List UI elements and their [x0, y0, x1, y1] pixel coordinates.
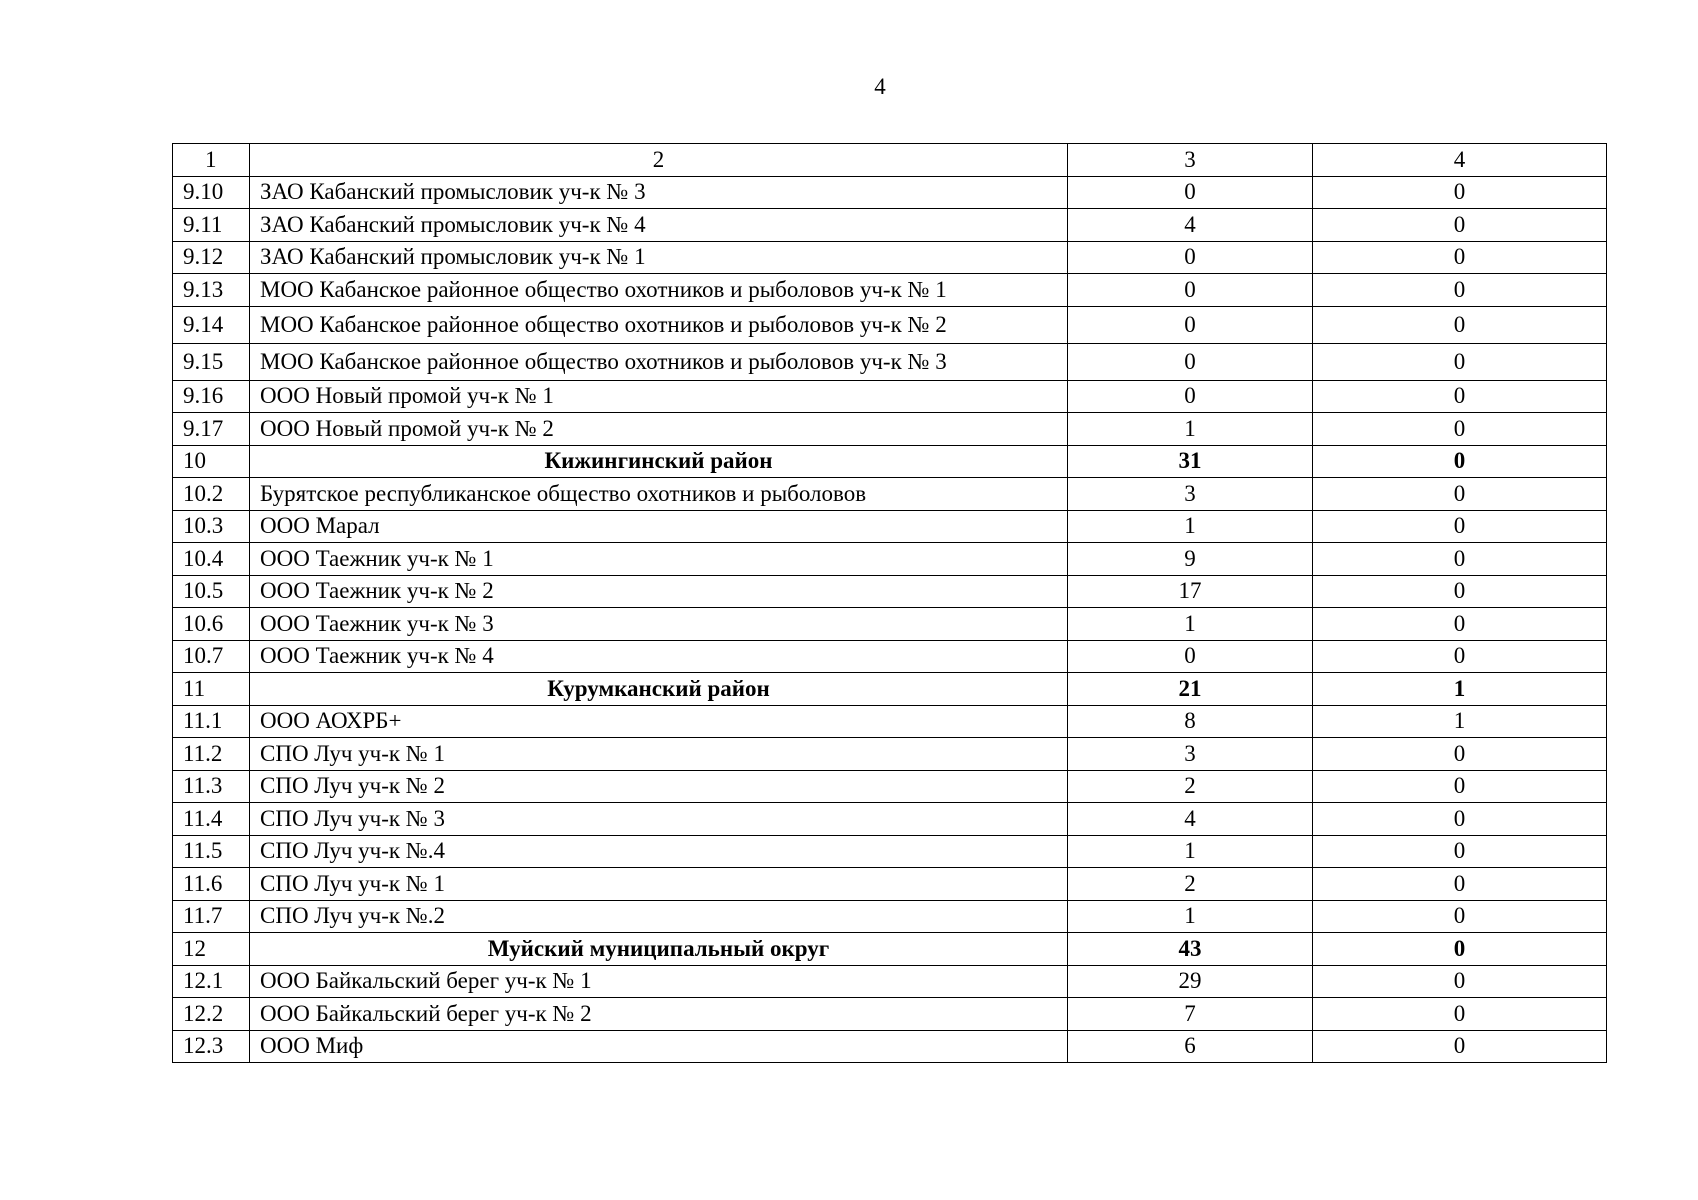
header-row: [173, 144, 1607, 177]
row-name-cell: МОО Кабанское районное общество охотников и рыболовов уч-к № 2: [250, 306, 1068, 343]
row-value-col3-cell: 2: [1068, 770, 1313, 803]
row-number-cell: 9.12: [173, 241, 250, 274]
row-value-col4-cell: 0: [1313, 209, 1607, 242]
row-name-cell: ООО Таежник уч-к № 1: [250, 543, 1068, 576]
row-number-cell: 11.2: [173, 738, 250, 771]
row-number-cell: 11: [173, 673, 250, 706]
row-number-cell: 10: [173, 445, 250, 478]
row-value-col4-cell: 1: [1313, 673, 1607, 706]
row-name-cell: Кижингинский район: [250, 445, 1068, 478]
table-row: [173, 868, 1607, 901]
row-number-cell: 10.3: [173, 510, 250, 543]
row-name-cell: ООО Таежник уч-к № 3: [250, 608, 1068, 641]
table-row: [173, 575, 1607, 608]
row-value-col4-cell: 0: [1313, 965, 1607, 998]
row-value-col3-cell: 7: [1068, 998, 1313, 1031]
table-row: [173, 705, 1607, 738]
row-number-cell: 9.10: [173, 176, 250, 209]
row-value-col4-cell: 0: [1313, 343, 1607, 380]
table-row: [173, 770, 1607, 803]
row-name-cell: СПО Луч уч-к №.4: [250, 835, 1068, 868]
table-row: [173, 998, 1607, 1031]
table-row: [173, 608, 1607, 641]
table-body: [173, 144, 1607, 1063]
table-row: [173, 478, 1607, 511]
table-row: [173, 380, 1607, 413]
row-number-cell: 11.7: [173, 900, 250, 933]
row-value-col3-cell: 0: [1068, 380, 1313, 413]
district-row: [173, 673, 1607, 706]
row-number-cell: 11.1: [173, 705, 250, 738]
table-row: [173, 176, 1607, 209]
row-value-col3-cell: 0: [1068, 274, 1313, 307]
row-name-cell: Бурятское республиканское общество охотников и рыболовов: [250, 478, 1068, 511]
row-value-col3-cell: 21: [1068, 673, 1313, 706]
row-value-col4-cell: 0: [1313, 640, 1607, 673]
table-row: [173, 640, 1607, 673]
row-value-col4-cell: 0: [1313, 176, 1607, 209]
row-name-cell: СПО Луч уч-к №.2: [250, 900, 1068, 933]
row-number-cell: 10.2: [173, 478, 250, 511]
row-value-col3-cell: 3: [1068, 478, 1313, 511]
row-value-col4-cell: 0: [1313, 608, 1607, 641]
row-name-cell: ЗАО Кабанский промысловик уч-к № 3: [250, 176, 1068, 209]
row-name-cell: СПО Луч уч-к № 1: [250, 868, 1068, 901]
row-value-col3-cell: 1: [1068, 835, 1313, 868]
row-value-col4-cell: 0: [1313, 575, 1607, 608]
row-value-col3-cell: 4: [1068, 209, 1313, 242]
row-value-col3-cell: 4: [1068, 803, 1313, 836]
row-name-cell: СПО Луч уч-к № 2: [250, 770, 1068, 803]
header-cell-1: 1: [173, 144, 250, 177]
row-value-col4-cell: 0: [1313, 274, 1607, 307]
table-row: [173, 835, 1607, 868]
row-value-col3-cell: 31: [1068, 445, 1313, 478]
table-row: [173, 510, 1607, 543]
row-value-col4-cell: 0: [1313, 380, 1607, 413]
row-value-col3-cell: 8: [1068, 705, 1313, 738]
row-value-col3-cell: 9: [1068, 543, 1313, 576]
row-number-cell: 12.1: [173, 965, 250, 998]
row-number-cell: 9.17: [173, 413, 250, 446]
row-name-cell: МОО Кабанское районное общество охотников и рыболовов уч-к № 1: [250, 274, 1068, 307]
row-number-cell: 12.2: [173, 998, 250, 1031]
row-value-col3-cell: 0: [1068, 640, 1313, 673]
table-row: [173, 543, 1607, 576]
row-number-cell: 11.3: [173, 770, 250, 803]
row-name-cell: Курумканский район: [250, 673, 1068, 706]
table-row: [173, 803, 1607, 836]
row-number-cell: 10.6: [173, 608, 250, 641]
row-value-col4-cell: 0: [1313, 1030, 1607, 1063]
row-value-col3-cell: 2: [1068, 868, 1313, 901]
row-value-col3-cell: 1: [1068, 510, 1313, 543]
row-value-col3-cell: 29: [1068, 965, 1313, 998]
row-number-cell: 9.13: [173, 274, 250, 307]
row-value-col4-cell: 0: [1313, 868, 1607, 901]
row-value-col3-cell: 1: [1068, 900, 1313, 933]
row-value-col3-cell: 1: [1068, 413, 1313, 446]
row-name-cell: ООО Байкальский берег уч-к № 1: [250, 965, 1068, 998]
data-table: [172, 143, 1607, 1063]
row-name-cell: ООО Миф: [250, 1030, 1068, 1063]
row-number-cell: 11.6: [173, 868, 250, 901]
table-row: [173, 209, 1607, 242]
row-name-cell: Муйский муниципальный округ: [250, 933, 1068, 966]
row-name-cell: СПО Луч уч-к № 1: [250, 738, 1068, 771]
row-name-cell: ООО Байкальский берег уч-к № 2: [250, 998, 1068, 1031]
row-value-col4-cell: 0: [1313, 543, 1607, 576]
row-number-cell: 9.11: [173, 209, 250, 242]
table-row: [173, 241, 1607, 274]
row-value-col4-cell: 0: [1313, 478, 1607, 511]
row-value-col3-cell: 0: [1068, 241, 1313, 274]
row-value-col4-cell: 0: [1313, 770, 1607, 803]
row-number-cell: 12: [173, 933, 250, 966]
header-cell-3: 3: [1068, 144, 1313, 177]
row-name-cell: ООО Марал: [250, 510, 1068, 543]
row-name-cell: ООО Таежник уч-к № 4: [250, 640, 1068, 673]
row-number-cell: 10.5: [173, 575, 250, 608]
row-value-col4-cell: 0: [1313, 803, 1607, 836]
row-number-cell: 12.3: [173, 1030, 250, 1063]
row-value-col4-cell: 0: [1313, 306, 1607, 343]
table-row: [173, 274, 1607, 307]
page-number: 4: [874, 74, 886, 99]
row-value-col4-cell: 0: [1313, 241, 1607, 274]
table-row: [173, 900, 1607, 933]
table-row: [173, 343, 1607, 380]
row-value-col3-cell: 43: [1068, 933, 1313, 966]
row-name-cell: МОО Кабанское районное общество охотников и рыболовов уч-к № 3: [250, 343, 1068, 380]
row-number-cell: 9.14: [173, 306, 250, 343]
row-value-col4-cell: 0: [1313, 510, 1607, 543]
row-number-cell: 10.7: [173, 640, 250, 673]
row-name-cell: ООО АОХРБ+: [250, 705, 1068, 738]
header-cell-2: 2: [250, 144, 1068, 177]
row-name-cell: СПО Луч уч-к № 3: [250, 803, 1068, 836]
row-value-col4-cell: 1: [1313, 705, 1607, 738]
row-value-col4-cell: 0: [1313, 998, 1607, 1031]
row-name-cell: ООО Новый промой уч-к № 2: [250, 413, 1068, 446]
row-value-col3-cell: 3: [1068, 738, 1313, 771]
district-row: [173, 933, 1607, 966]
table-row: [173, 965, 1607, 998]
row-number-cell: 11.5: [173, 835, 250, 868]
table-row: [173, 1030, 1607, 1063]
row-name-cell: ЗАО Кабанский промысловик уч-к № 4: [250, 209, 1068, 242]
row-number-cell: 11.4: [173, 803, 250, 836]
header-cell-4: 4: [1313, 144, 1607, 177]
row-number-cell: 9.16: [173, 380, 250, 413]
row-value-col3-cell: 1: [1068, 608, 1313, 641]
row-value-col4-cell: 0: [1313, 413, 1607, 446]
row-value-col3-cell: 0: [1068, 176, 1313, 209]
table-row: [173, 306, 1607, 343]
row-name-cell: ЗАО Кабанский промысловик уч-к № 1: [250, 241, 1068, 274]
district-row: [173, 445, 1607, 478]
row-value-col4-cell: 0: [1313, 933, 1607, 966]
row-name-cell: ООО Новый промой уч-к № 1: [250, 380, 1068, 413]
row-value-col3-cell: 17: [1068, 575, 1313, 608]
table-row: [173, 413, 1607, 446]
row-number-cell: 10.4: [173, 543, 250, 576]
row-name-cell: ООО Таежник уч-к № 2: [250, 575, 1068, 608]
row-value-col4-cell: 0: [1313, 900, 1607, 933]
row-value-col3-cell: 0: [1068, 343, 1313, 380]
table-row: [173, 738, 1607, 771]
row-value-col4-cell: 0: [1313, 835, 1607, 868]
row-value-col3-cell: 0: [1068, 306, 1313, 343]
row-number-cell: 9.15: [173, 343, 250, 380]
row-value-col4-cell: 0: [1313, 738, 1607, 771]
row-value-col3-cell: 6: [1068, 1030, 1313, 1063]
row-value-col4-cell: 0: [1313, 445, 1607, 478]
